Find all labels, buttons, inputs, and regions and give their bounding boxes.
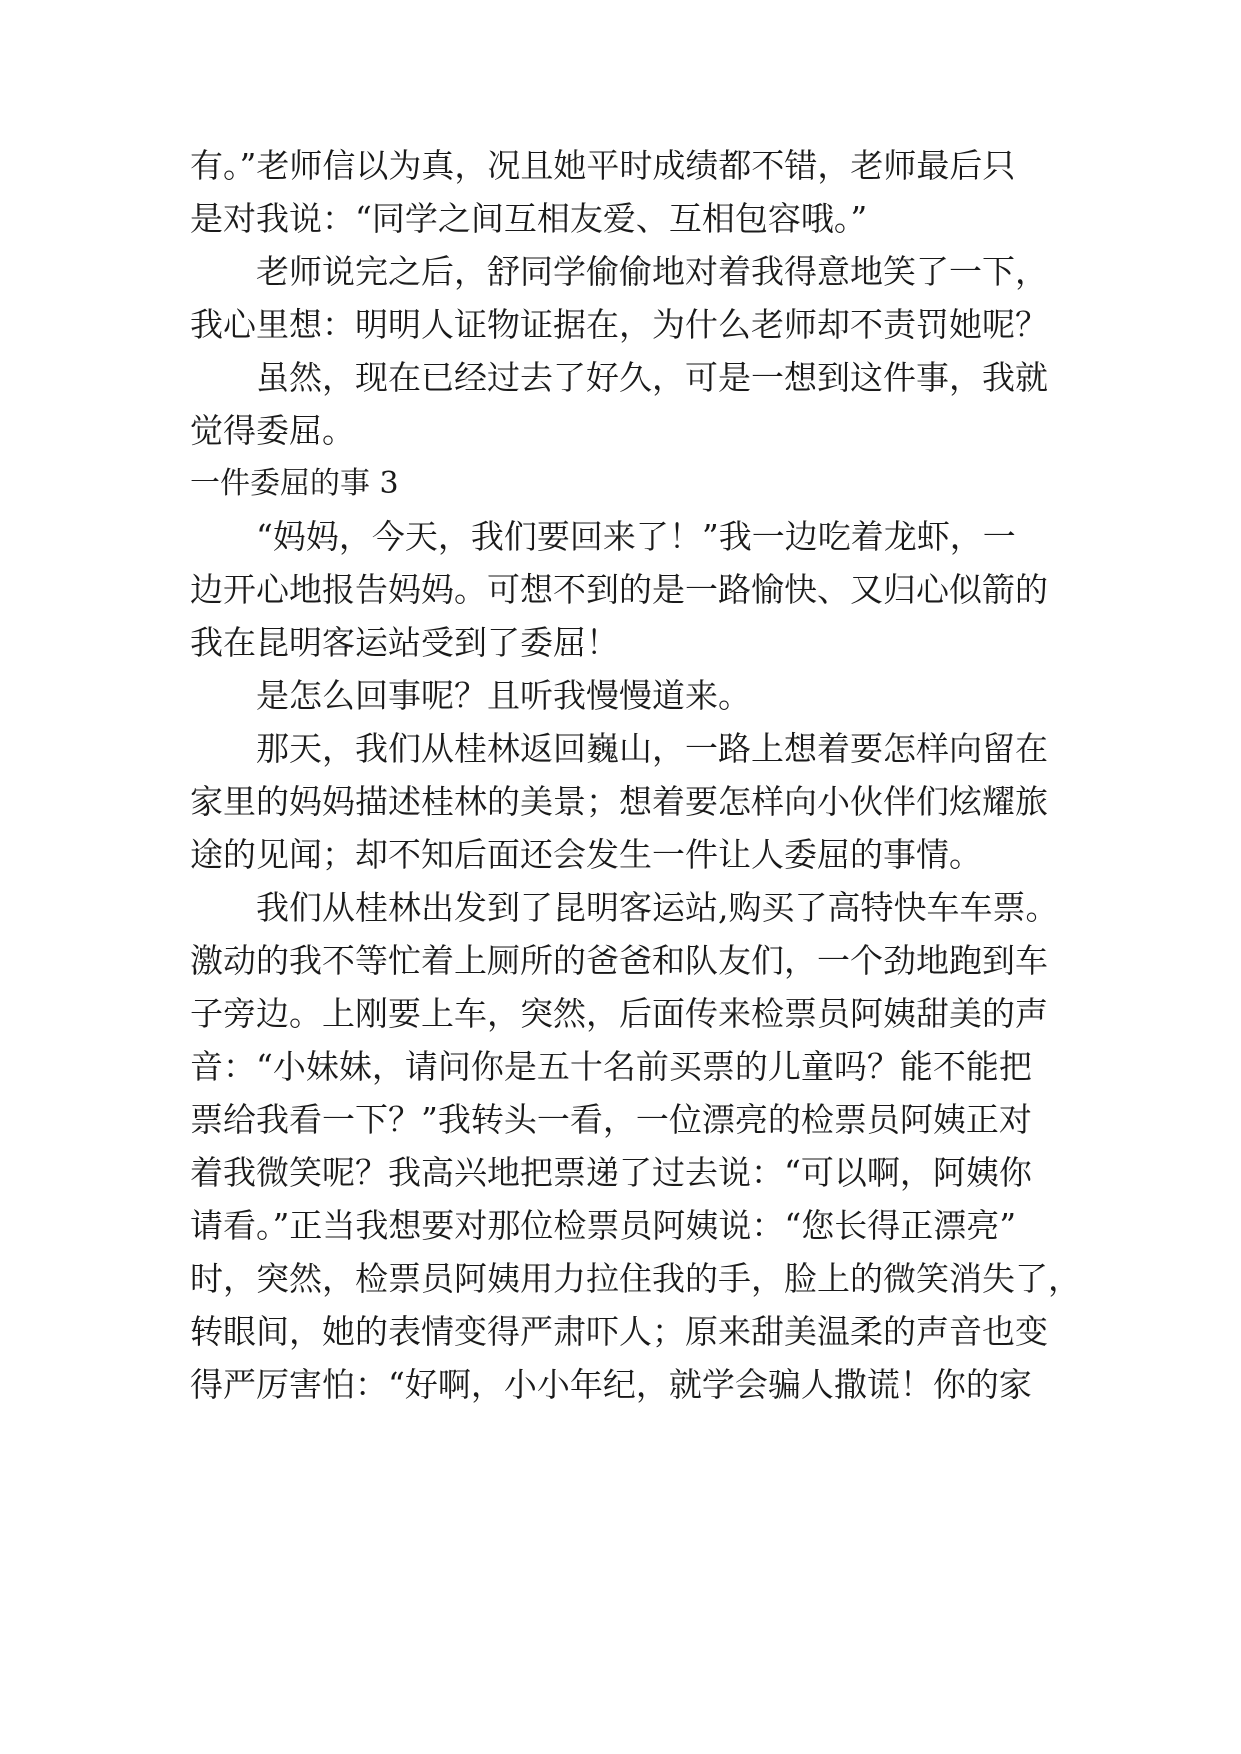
text-line: 子旁边。上刚要上车，突然，后面传来检票员阿姨甜美的声 <box>190 994 1048 1033</box>
text-line: 家里的妈妈描述桂林的美景；想着要怎样向小伙伴们炫耀旅 <box>190 782 1048 821</box>
text-line: 途的见闻；却不知后面还会发生一件让人委屈的事情。 <box>190 835 982 874</box>
text-line: 着我微笑呢？我高兴地把票递了过去说：“可以啊，阿姨你 <box>190 1153 1032 1192</box>
text-line: 转眼间，她的表情变得严肃吓人；原来甜美温柔的声音也变 <box>190 1312 1048 1351</box>
text-line: 时，突然，检票员阿姨用力拉住我的手，脸上的微笑消失了， <box>190 1259 1081 1298</box>
paragraph-start-line: “妈妈，今天，我们要回来了！”我一边吃着龙虾，一 <box>256 517 1016 556</box>
section-heading: 一件委屈的事 3 <box>190 466 399 501</box>
text-line: 我心里想：明明人证物证据在，为什么老师却不责罚她呢？ <box>190 305 1048 344</box>
text-line: 有。”老师信以为真，况且她平时成绩都不错，老师最后只 <box>190 146 1016 185</box>
text-line: 我在昆明客运站受到了委屈！ <box>190 623 619 662</box>
text-line: 请看。”正当我想要对那位检票员阿姨说：“您长得正漂亮” <box>190 1206 1017 1245</box>
text-line: 边开心地报告妈妈。可想不到的是一路愉快、又归心似箭的 <box>190 570 1048 609</box>
text-line: 激动的我不等忙着上厕所的爸爸和队友们，一个劲地跑到车 <box>190 941 1048 980</box>
text-line: 觉得委屈。 <box>190 411 355 450</box>
text-line: 票给我看一下？”我转头一看，一位漂亮的检票员阿姨正对 <box>190 1100 1032 1139</box>
paragraph-start-line: 虽然，现在已经过去了好久，可是一想到这件事，我就 <box>256 358 1048 397</box>
paragraph-start-line: 是怎么回事呢？且听我慢慢道来。 <box>256 676 751 715</box>
paragraph-start-line: 我们从桂林出发到了昆明客运站,购买了高特快车车票。 <box>256 888 1059 927</box>
text-line: 音：“小妹妹，请问你是五十名前买票的儿童吗？能不能把 <box>190 1047 1032 1086</box>
text-line: 是对我说：“同学之间互相友爱、互相包容哦。” <box>190 199 868 238</box>
paragraph-start-line: 那天，我们从桂林返回巍山，一路上想着要怎样向留在 <box>256 729 1048 768</box>
paragraph-start-line: 老师说完之后，舒同学偷偷地对着我得意地笑了一下， <box>256 252 1048 291</box>
text-line: 得严厉害怕：“好啊，小小年纪，就学会骗人撒谎！你的家 <box>190 1365 1032 1404</box>
